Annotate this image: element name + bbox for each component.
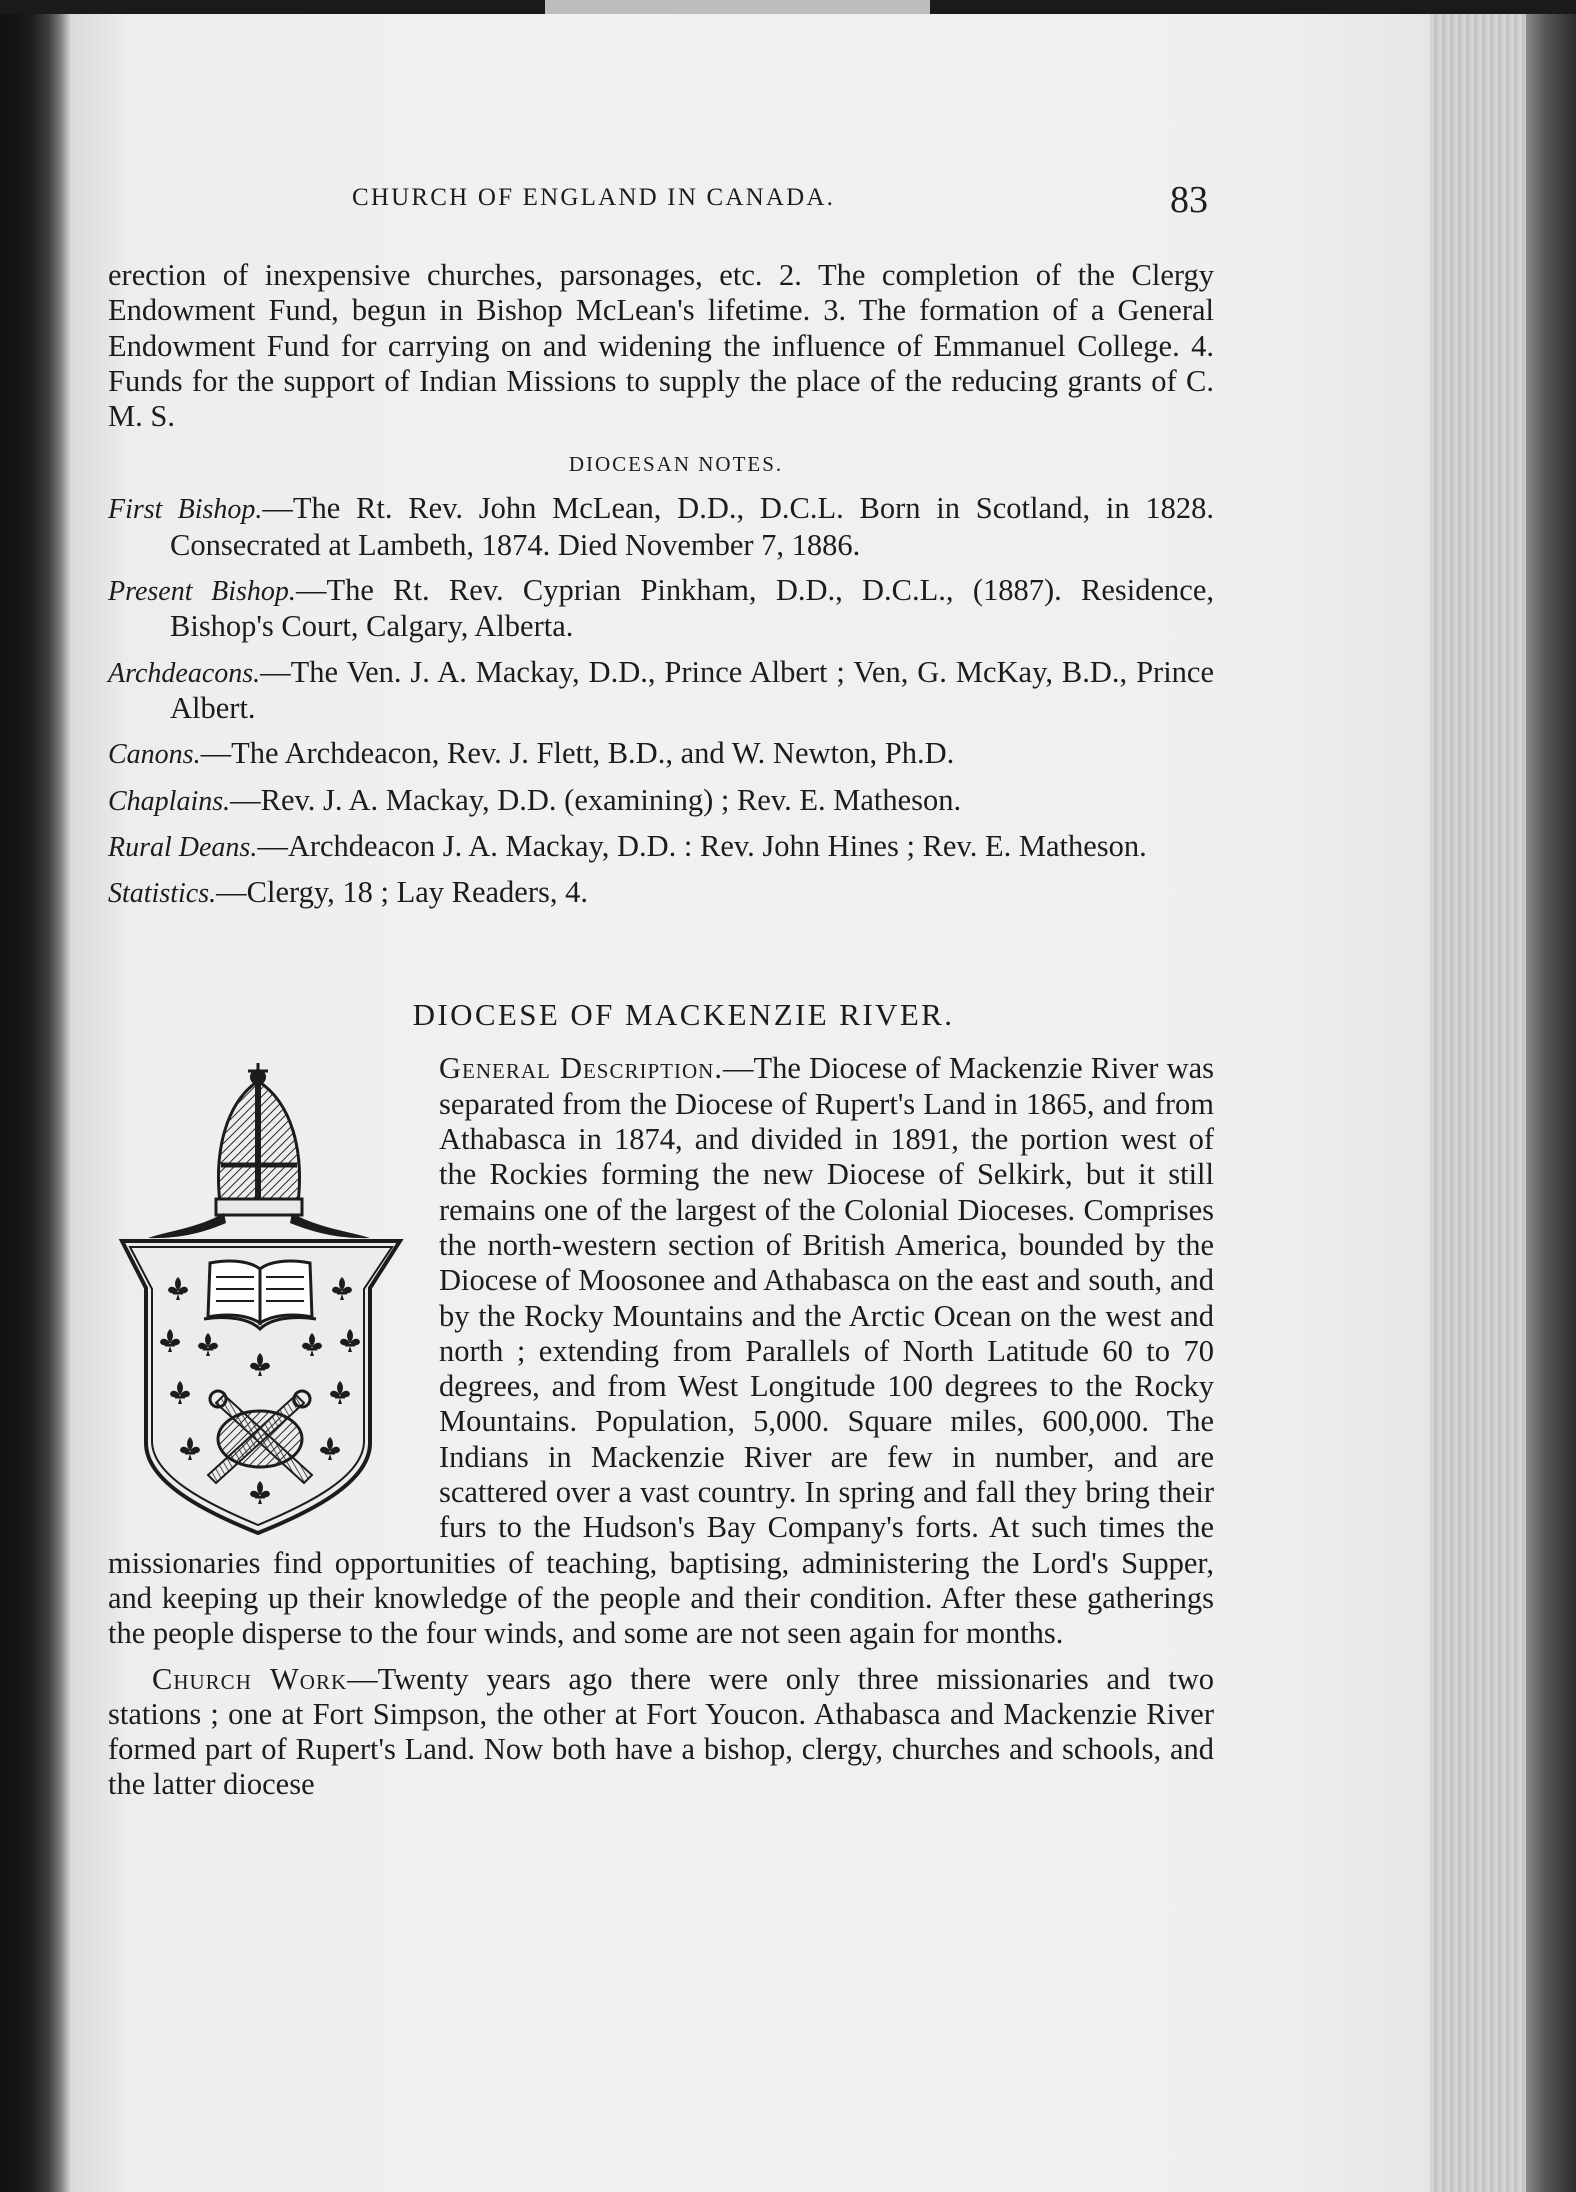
note-label: Chaplains. [108, 785, 231, 817]
book-icon [204, 1261, 316, 1329]
note-text: —Archdeacon J. A. Mackay, D.D. : Rev. John Hines ; Rev. E. Matheson. [257, 828, 1147, 863]
note-label: Archdeacons. [108, 657, 261, 689]
general-description-text: —The Diocese of Mackenzie River was separated from the Diocese of Rupert's Land in 1865, and from Athabasca in 1874, and divided in 1891, the portion west of the Rockies forming the new Diocese of Selkirk, but it still remains one of the largest of the Colonial Dioceses. Comprises the north-western section of British America, bounded by the Diocese of Moosonee and Athabasca on the east and south, and by the Rocky Mountains and the Arctic Ocean on the west and north ; extending from Parallels of North Latitude 60 to 70 degrees, and from West Longitude 100 degrees to the Rocky Mountains. Population, 5,000. Square miles, 600,000. The Indians in Mackenzie River are few in number, and are scattered over a vast country. In spring and fall they bring their furs to the Hudson's Bay Company's forts. At such times the missionaries find opportunities of teaching, baptising, administering the Lord's Supper, and keeping up their knowledge of the people and their condition. After these gatherings the people disperse to the four winds, and some are not seen again for months. [108, 1051, 1215, 1651]
note-canons [108, 736, 1214, 772]
scanner-top-notch [545, 0, 930, 14]
note-label: Rural Deans. [108, 831, 258, 863]
intro-paragraph: erection of inexpensive churches, parsonages, etc. 2. The completion of the Clergy Endowment Fund, begun in Bishop McLean's lifetime. 3. The formation of a General Endowment Fund for carrying on and widening the influence of Emmanuel College. 4. Funds for the support of Indian Missions to supply the place of the reducing grants of C. M. S. [108, 258, 1214, 434]
page-number: 83 [1170, 179, 1208, 221]
diocesan-notes-heading: DIOCESAN NOTES. [568, 452, 784, 477]
note-rural-deans [108, 829, 1214, 865]
note-first-bishop [108, 491, 1214, 563]
note-statistics [108, 875, 1214, 911]
note-label: Present Bishop. [108, 576, 296, 608]
book-right-edge [1526, 14, 1576, 2192]
page-stack-edge [1430, 14, 1526, 2192]
note-label: First Bishop. [108, 494, 263, 526]
note-text: —Rev. J. A. Mackay, D.D. (examining) ; Rev. E. Matheson. [230, 782, 962, 817]
general-description-label: General Description. [439, 1051, 723, 1086]
note-text: —The Rt. Rev. Cyprian Pinkham, D.D., D.C.L., (1887). Residence, Bishop's Court, Calgary, Alberta. [170, 573, 1214, 644]
running-head: CHURCH OF ENGLAND IN CANADA. [352, 184, 836, 211]
church-work-paragraph [108, 1662, 1214, 1803]
note-text: —The Ven. J. A. Mackay, D.D., Prince Albert ; Ven, G. McKay, B.D., Prince Albert. [170, 654, 1214, 725]
book-spine-shadow [0, 14, 70, 2192]
note-label: Canons. [108, 739, 201, 771]
note-text: —Clergy, 18 ; Lay Readers, 4. [216, 875, 588, 910]
note-text: —The Rt. Rev. John McLean, D.D., D.C.L. Born in Scotland, in 1828. Consecrated at Lambeth, 1874. Died November 7, 1886. [170, 491, 1214, 562]
note-chaplains [108, 783, 1214, 819]
church-work-label: Church Work [152, 1661, 348, 1696]
mitre-icon [148, 1063, 370, 1238]
note-present-bishop [108, 573, 1214, 645]
scanner-top-edge [0, 0, 1576, 14]
note-archdeacons [108, 655, 1214, 727]
diocese-title: DIOCESE OF MACKENZIE RIVER. [412, 997, 955, 1033]
note-text: —The Archdeacon, Rev. J. Flett, B.D., and W. Newton, Ph.D. [200, 736, 955, 771]
church-work-text: —Twenty years ago there were only three missionaries and two stations ; one at Fort Simpson, the other at Fort Youcon. Athabasca and Mackenzie River formed part of Rupert's Land. Now both have a bishop, clergy, churches and schools, and the latter diocese [108, 1661, 1214, 1802]
page-text-block [108, 258, 1214, 1803]
note-label: Statistics. [108, 878, 217, 910]
diocesan-coat-of-arms [108, 1063, 413, 1538]
coat-of-arms-illustration [108, 1063, 413, 1538]
